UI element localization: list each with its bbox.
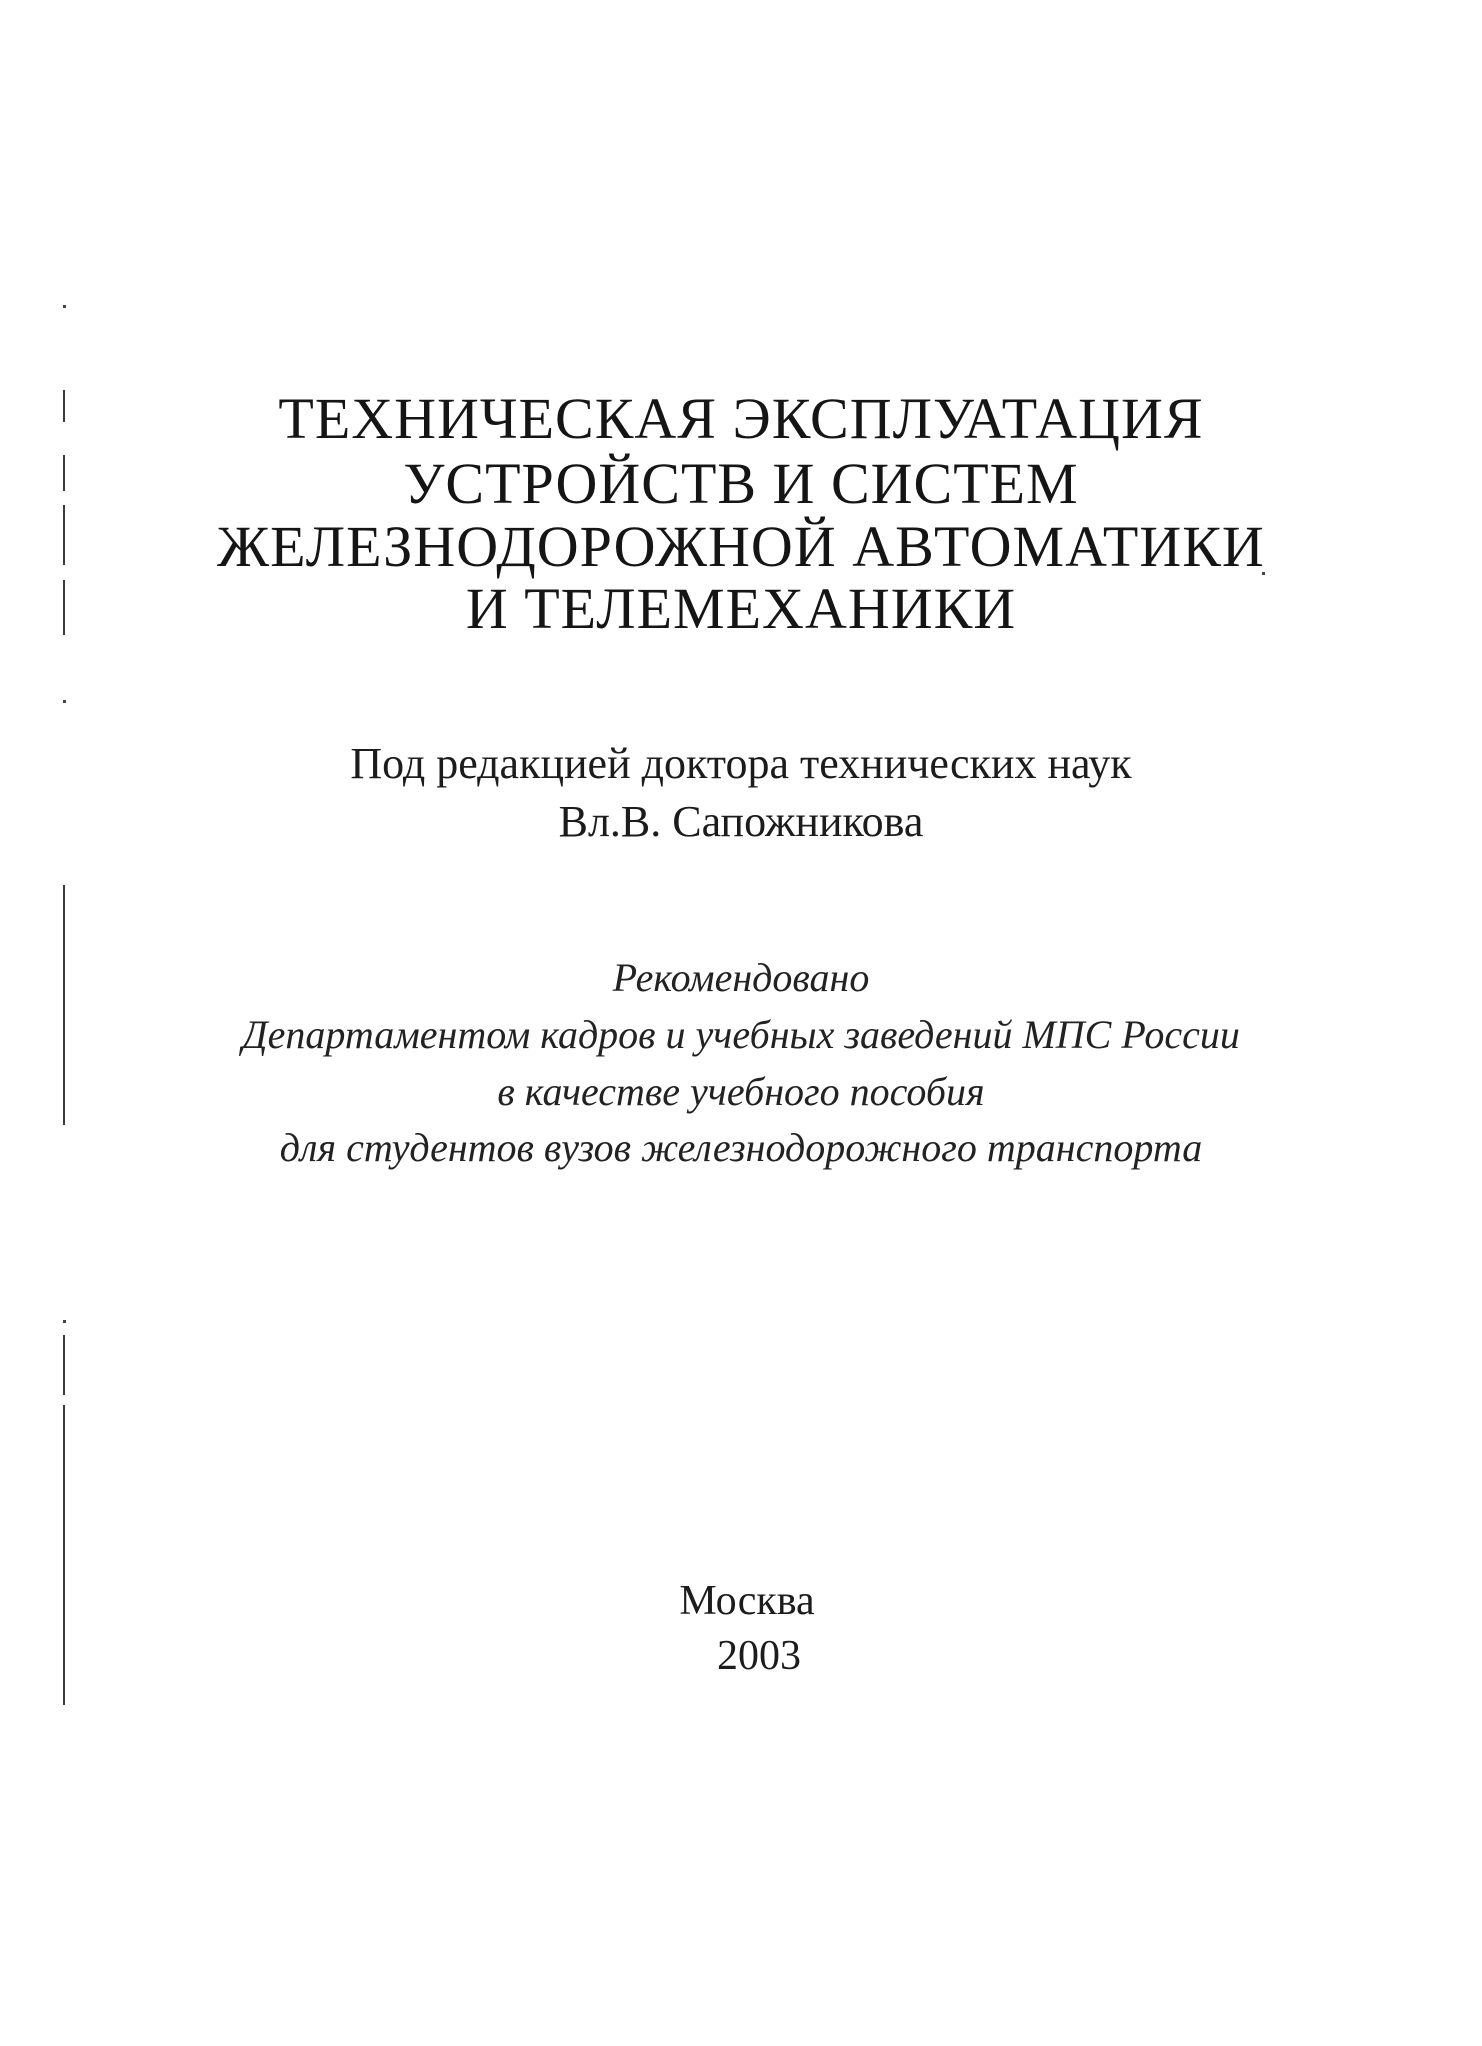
imprint-year: 2003 [717,1633,801,1679]
editor-name: Вл.В. Сапожникова [558,797,924,846]
recommendation-line-4: для студентов вузов железнодорожного транспорта [279,1125,1203,1170]
scan-speck [63,305,66,308]
scan-binding-mark [63,1335,65,1395]
recommendation-line-3: в качестве учебного пособия [497,1069,985,1114]
recommendation-line-2: Департаментом кадров и учебных заведений МПС России [242,1012,1240,1057]
book-title-line-2: УСТРОЙСТВ И СИСТЕМ [403,451,1079,516]
scan-speck [63,1320,66,1323]
scan-speck [63,700,66,703]
editor-credit: Под редакцией доктора технических наук [350,739,1132,788]
imprint-city: Москва [679,1578,815,1624]
book-title-line-4: И ТЕЛЕМЕХАНИКИ [465,576,1017,641]
recommendation-heading: Рекомендовано [612,955,870,1000]
book-title-line-3: ЖЕЛЕЗНОДОРОЖНОЙ АВТОМАТИКИ [217,514,1265,579]
book-title-line-1: ТЕХНИЧЕСКАЯ ЭКСПЛУАТАЦИЯ [278,386,1204,451]
